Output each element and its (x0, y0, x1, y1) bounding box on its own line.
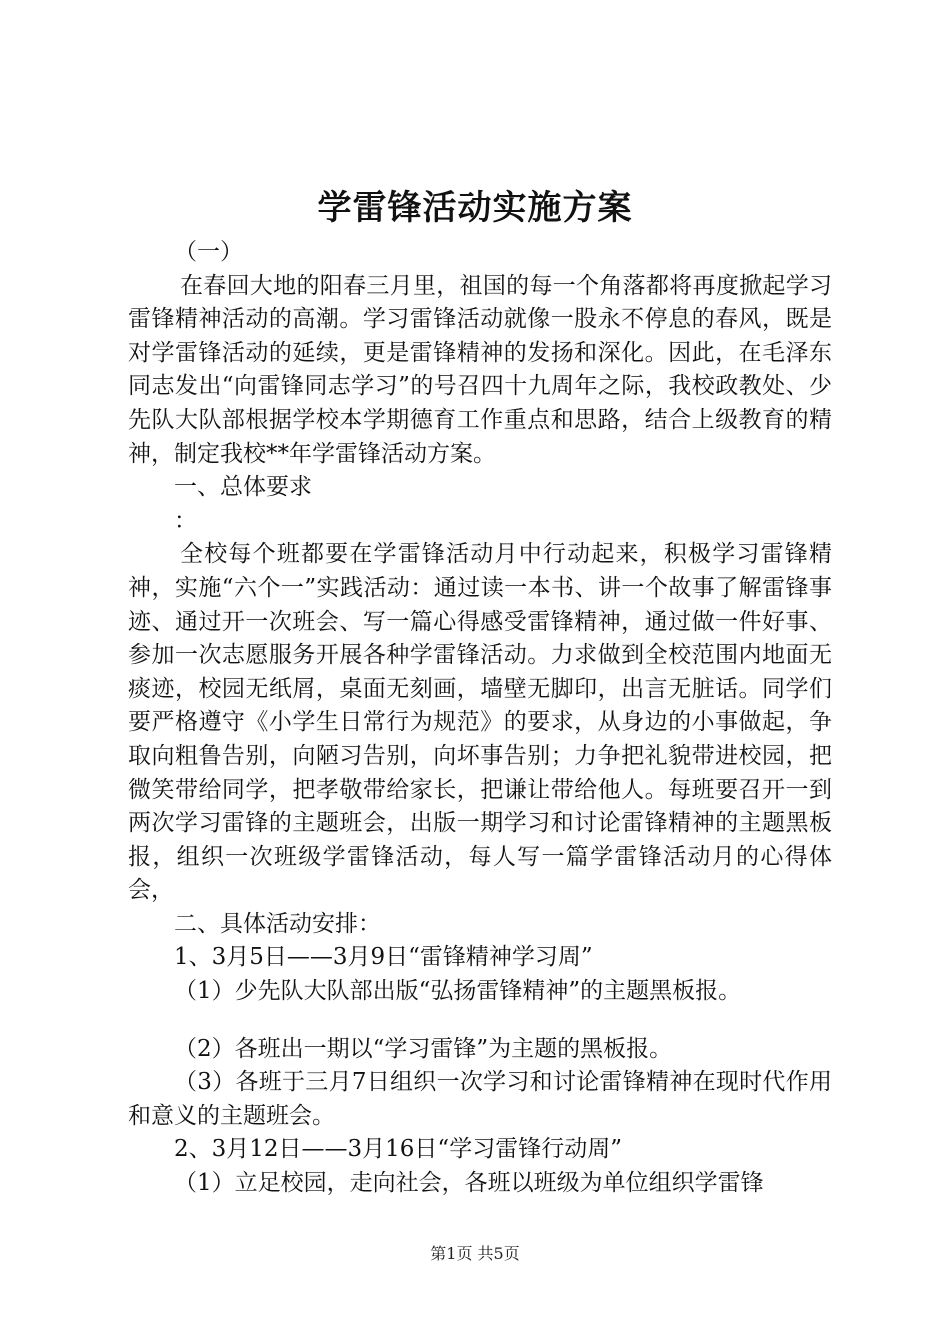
requirements-paragraph: 全校每个班都要在学雷锋活动月中行动起来，积极学习雷锋精神，实施“六个一”实践活动：通过读一本书、讲一个故事了解雷锋事迹、通过开一次班会、写一篇心得感受雷锋精神，通过做一件好事、参加一次志愿服务开展各种学雷锋活动。力求做到全校范围内地面无痰迹，校园无纸屑，桌面无刻画，墙壁无脚印，出言无脏话。同学们要严格遵守《小学生日常行为规范》的要求，从身边的小事做起，争取向粗鲁告别，向陋习告别，向坏事告别；力争把礼貌带进校园，把微笑带给同学，把孝敬带给家长，把谦让带给他人。每班要召开一到两次学习雷锋的主题班会，出版一期学习和讨论雷锋精神的主题黑板报，组织一次班级学雷锋活动，每人写一篇学雷锋活动月的心得体会， (128, 541, 832, 904)
schedule-week-2: 2、3月12日——3月16日“学习雷锋行动周” (174, 1136, 622, 1163)
colon-line: ： (174, 507, 197, 534)
intro-paragraph: 在春回大地的阳春三月里，祖国的每一个角落都将再度掀起学习雷锋精神活动的高潮。学习雷锋活动就像一股永不停息的春风，既是对学雷锋活动的延续，更是雷锋精神的发扬和深化。因此，在毛泽东同志发出“向雷锋同志学习”的号召四十九周年之际，我校政教处、少先队大队部根据学校本学期德育工作重点和思路，结合上级教育的精神，制定我校**年学雷锋活动方案。 (128, 272, 832, 467)
week-1-item-3: （3）各班于三月7日组织一次学习和讨论雷锋精神在现时代作用和意义的主题班会。 (128, 1069, 832, 1129)
document-body (128, 236, 832, 1201)
heading-general-requirements: 一、总体要求 (174, 474, 312, 501)
page-number-footer: 第1页 共5页 (430, 1244, 520, 1263)
document-title: 学雷锋活动实施方案 (317, 188, 633, 228)
week-1-item-2: （2）各班出一期以“学习雷锋”为主题的黑板报。 (174, 1035, 673, 1062)
blank-gap (128, 1009, 832, 1033)
schedule-week-1: 1、3月5日——3月9日“雷锋精神学习周” (174, 944, 593, 971)
week-1-item-1: （1）少先队大队部出版“弘扬雷锋精神”的主题黑板报。 (174, 978, 742, 1005)
week-2-item-1: （1）立足校园，走向社会，各班以班级为单位组织学雷锋 (174, 1170, 764, 1197)
heading-activity-schedule: 二、具体活动安排： (174, 910, 381, 937)
section-marker: （一） (174, 239, 243, 265)
